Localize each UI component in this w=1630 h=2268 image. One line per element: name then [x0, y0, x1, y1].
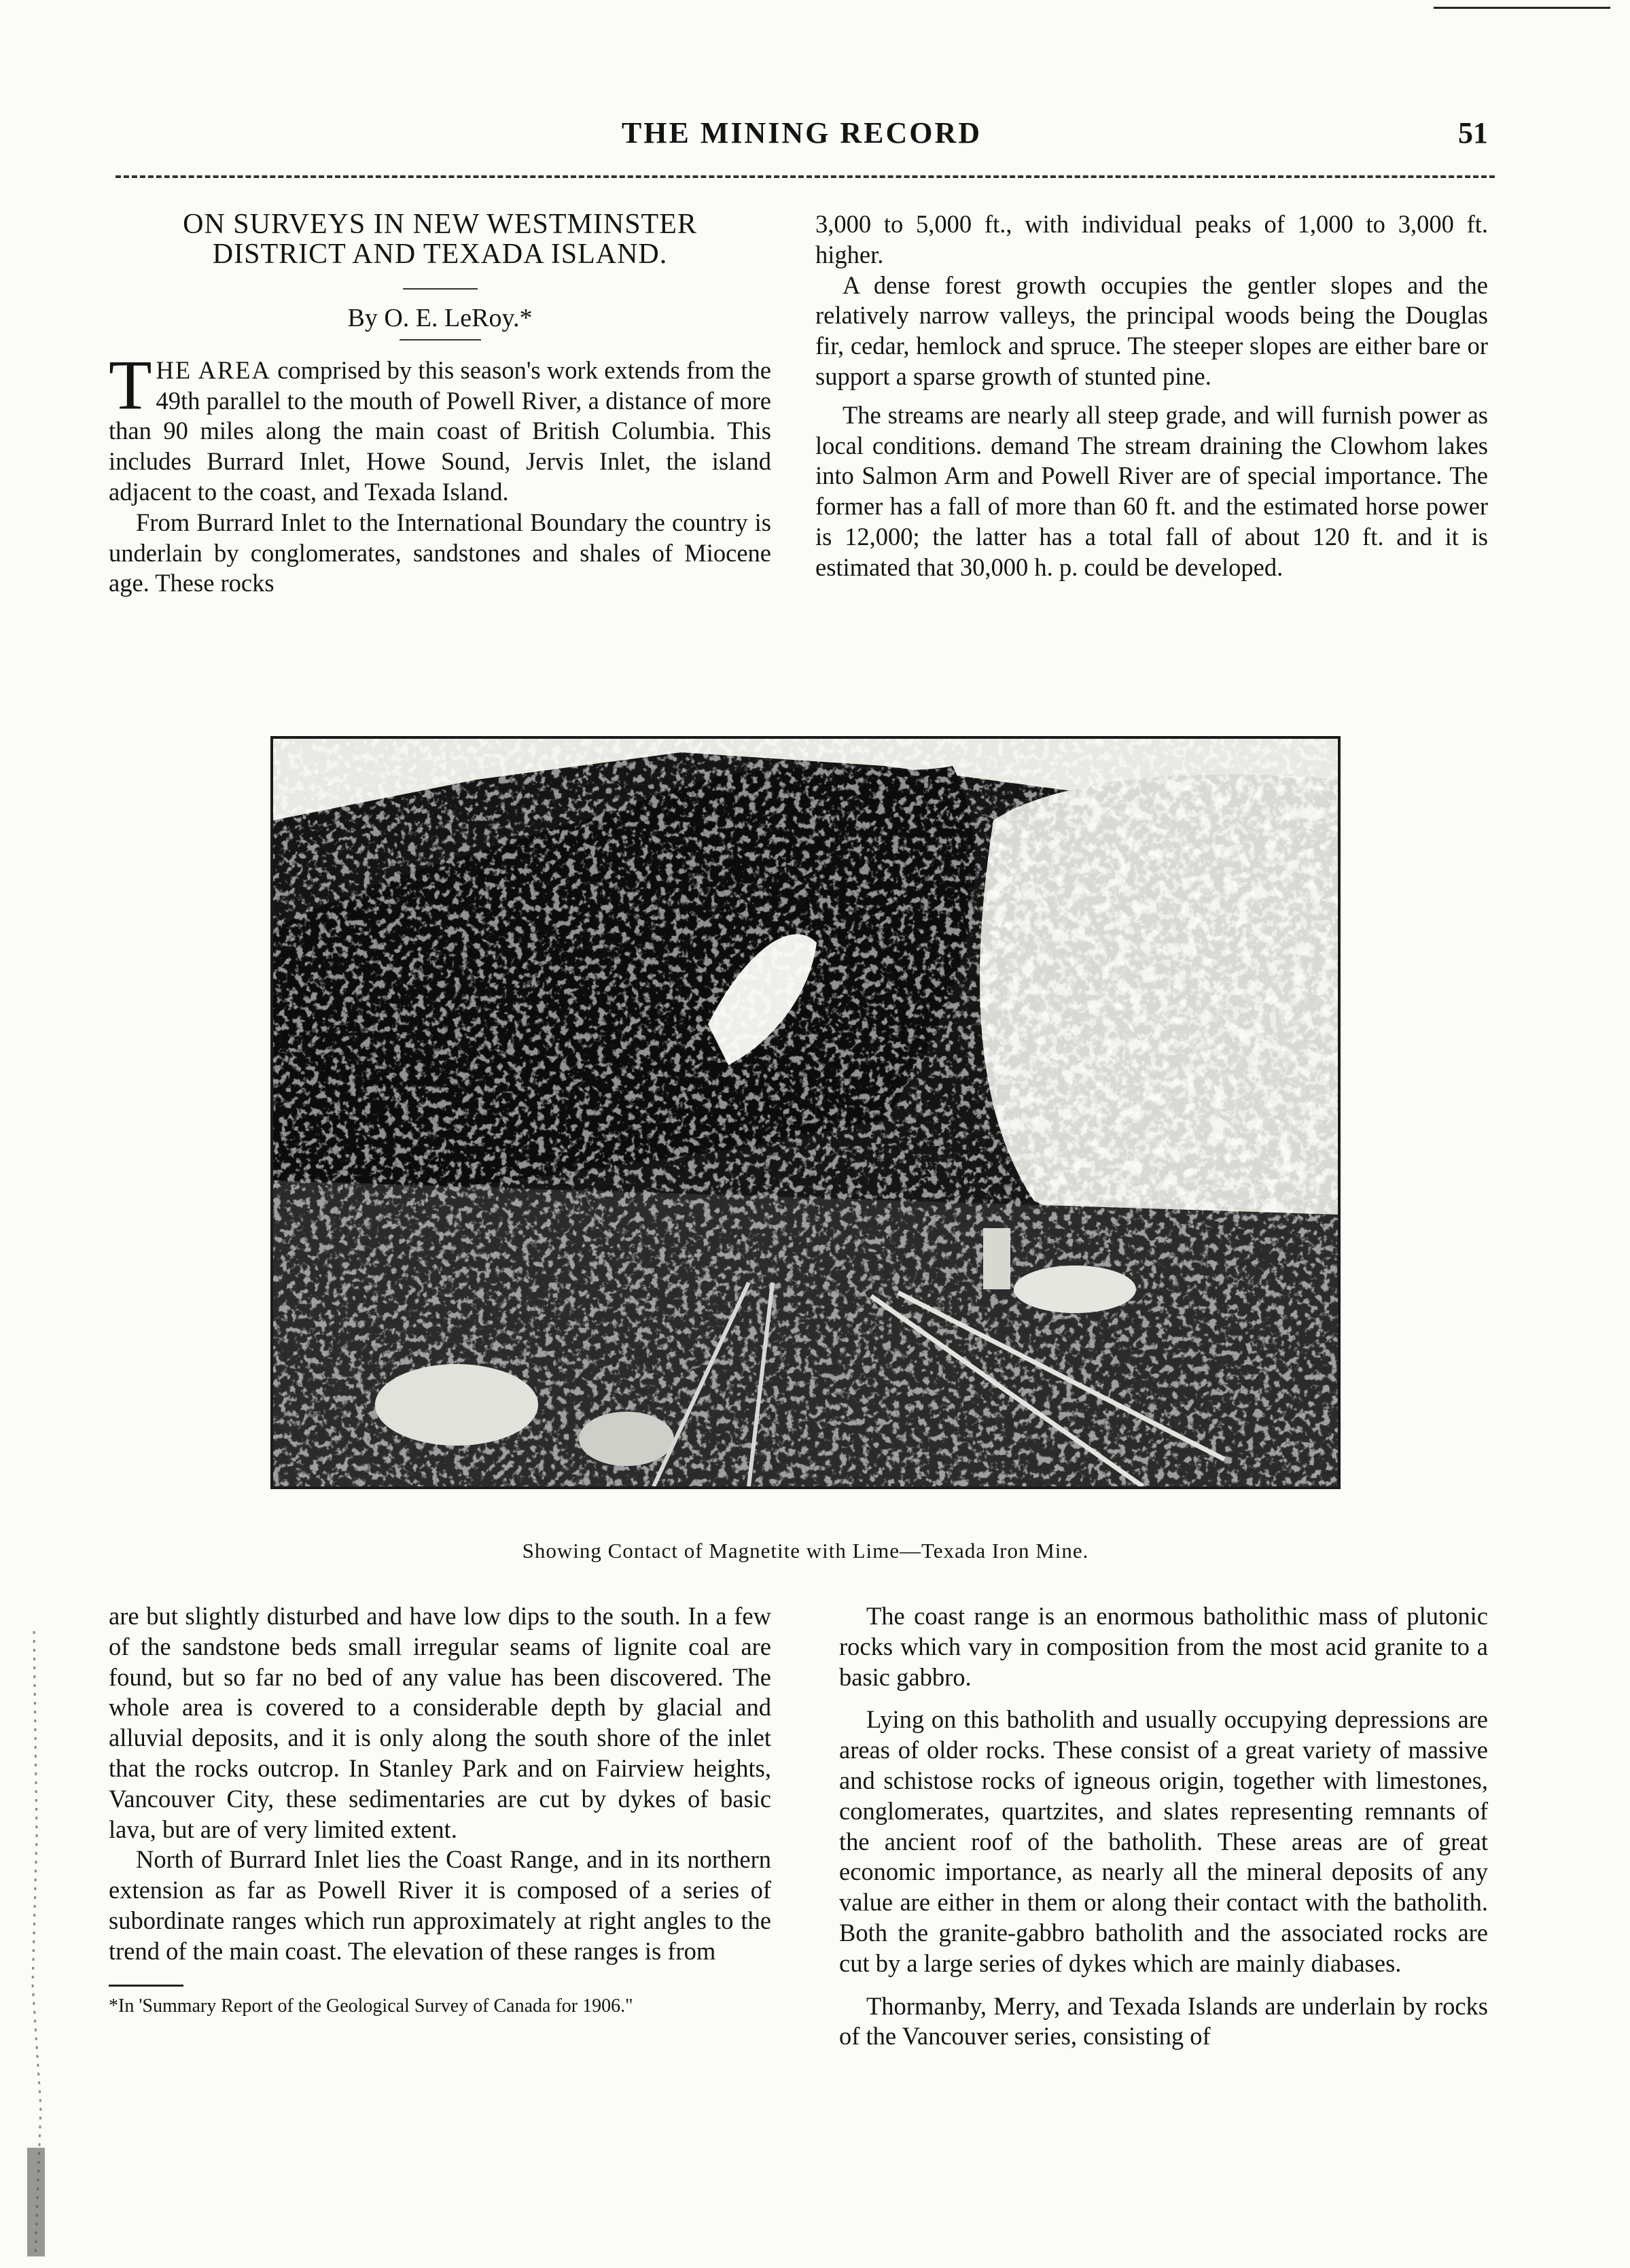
- article-title-line2: DISTRICT AND TEXADA ISLAND.: [212, 239, 668, 270]
- paragraph-batholith: The coast range is an enormous batholithic mass of plutonic rocks which vary in composition from the most acid granite to a basic gabbro.: [839, 1602, 1488, 1691]
- top-corner-rule: [1434, 7, 1610, 9]
- drop-cap: T: [109, 345, 152, 424]
- page-number: 51: [1458, 116, 1488, 150]
- footnote: *In 'Summary Report of the Geological Survey of Canada for 1906.": [109, 1995, 633, 2017]
- article-title: [109, 209, 771, 269]
- article-title-line1: ON SURVEYS IN NEW WESTMINSTER: [183, 209, 697, 240]
- figure-caption: Showing Contact of Magnetite with Lime—Texada Iron Mine.: [522, 1539, 1089, 1563]
- paragraph-older-rocks: Lying on this batholith and usually occupying depressions are areas of older rocks. These consist of a great variety of massive and schistose rocks of igneous origin, together with limestones, conglomerates, quartzites, and slates representing remnants of the ancient roof of the batholith. These areas are of great economic importance, as nearly all the mineral deposits of any value are either in them or along their contact with the batholith. Both the granite-gabbro batholith and the associated rocks are cut by a large series of dykes which are mainly diabases.: [839, 1705, 1488, 1977]
- title-rule: [403, 288, 478, 290]
- paragraph-burrard: From Burrard Inlet to the International Boundary the country is underlain by conglomerates, sandstones and shales of Miocene age. These rocks: [109, 508, 771, 597]
- byline-rule: [400, 339, 481, 341]
- paragraph-streams: The streams are nearly all steep grade, and will furnish power as local conditions. demand The stream draining the Clowhom lakes into Salmon Arm and Powell River are of special importance. The former has a fall of more than 60 ft. and the estimated horse power is 12,000; the latter has a total fall of about 120 ft. and it is estimated that 30,000 h. p. could be developed.: [815, 400, 1488, 581]
- header-rule: [116, 175, 1495, 178]
- mine-photograph: [270, 736, 1341, 1489]
- paragraph-intro: [109, 345, 772, 508]
- mine-photograph-image: [273, 739, 1338, 1486]
- left-column-bottom: [109, 1601, 771, 2018]
- paragraph-intro-text: comprised by this season's work extends from the 49th parallel to the mouth of Powell River, a distance of more than 90 miles along the main coast of British Columbia. This includes Burrard Inlet, Howe Sound, Jervis Inlet, the island adjacent to the coast, and Texada Island.: [109, 355, 772, 506]
- paragraph-coast-range: North of Burrard Inlet lies the Coast Range, and in its northern extension as far as Powell River it is composed of a series of subordinate ranges which run approximately at right angles to the trend of the main coast. The elevation of these ranges is from: [109, 1845, 771, 1965]
- footnote-rule: [109, 1985, 183, 1987]
- lead-in: HE AREA: [156, 355, 271, 384]
- scan-margin-noise: [20, 1631, 61, 2256]
- paragraph-islands: Thormanby, Merry, and Texada Islands are underlain by rocks of the Vancouver series, consisting of: [839, 1991, 1488, 2051]
- running-head: THE MINING RECORD: [621, 116, 982, 150]
- byline: By O. E. LeRoy.*: [347, 304, 533, 332]
- paragraph-elevation: 3,000 to 5,000 ft., with individual peaks of 1,000 to 3,000 ft. higher.: [815, 210, 1488, 268]
- right-column-top: [815, 209, 1488, 583]
- paragraph-sediments: are but slightly disturbed and have low dips to the south. In a few of the sandstone beds small irregular seams of lignite coal are found, but so far no bed of any value has been discovered. The whole area is covered to a considerable depth by glacial and alluvial deposits, and it is only along the south shore of the inlet that the rocks outcrop. In Stanley Park and on Fairview heights, Vancouver City, these sedimentaries are cut by dykes of basic lava, but are of very limited extent.: [109, 1602, 771, 1843]
- right-column-bottom: [839, 1601, 1488, 2052]
- page-header: [116, 116, 1488, 156]
- left-column-top: [109, 209, 771, 599]
- paragraph-forest: A dense forest growth occupies the gentler slopes and the relatively narrow valleys, the principal woods being the Douglas fir, cedar, hemlock and spruce. The steeper slopes are either bare or support a sparse growth of stunted pine.: [815, 271, 1488, 390]
